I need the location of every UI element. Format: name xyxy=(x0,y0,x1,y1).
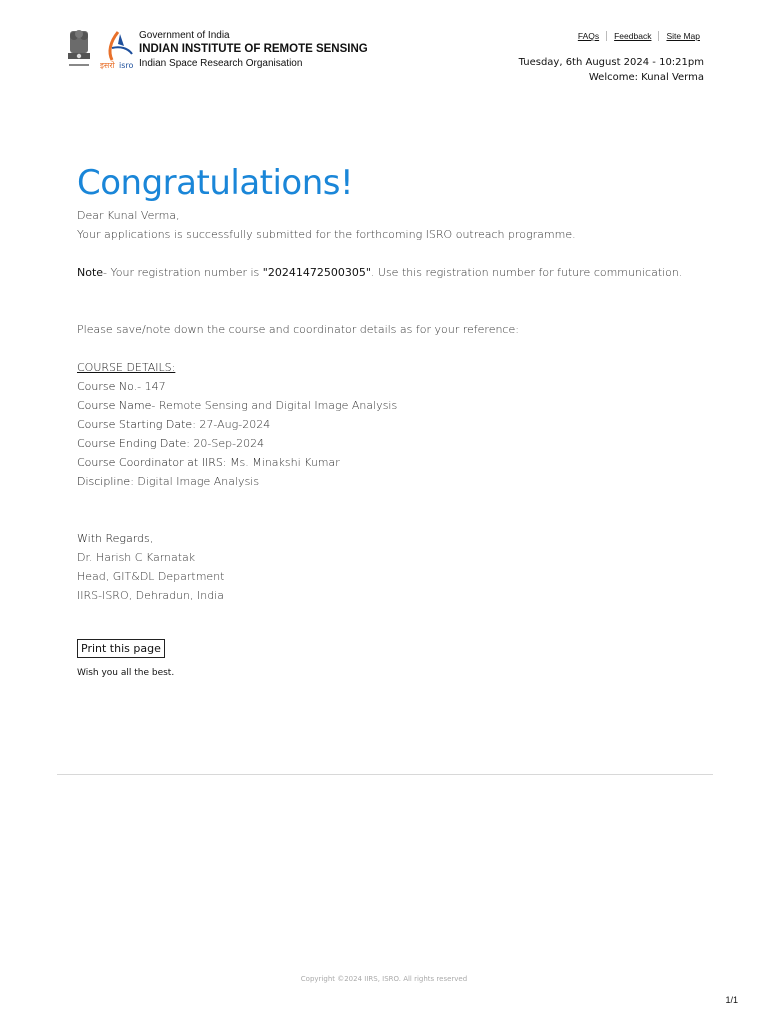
discipline-value: Digital Image Analysis xyxy=(137,475,260,488)
signatory-name: Dr. Harish C Karnatak xyxy=(77,551,196,564)
save-note: Please save/note down the course and coordinator details as for your reference: xyxy=(77,323,519,336)
note-label: Note xyxy=(77,266,104,279)
gov-title: Government of India xyxy=(139,30,230,41)
header-meta xyxy=(519,55,704,85)
signatory-title: Head, GIT&DL Department xyxy=(77,570,225,583)
course-no-label: Course No. xyxy=(77,380,138,393)
header xyxy=(64,28,704,88)
regards-block xyxy=(77,529,717,605)
copyright: Copyright ©2024 IIRS, ISRO. All rights reserved xyxy=(300,975,468,983)
brand xyxy=(139,29,368,70)
discipline-label: Discipline: xyxy=(77,475,134,488)
registration-number: "20241472500305" xyxy=(262,266,371,279)
message: Your applications is successfully submitted for the forthcoming ISRO outreach programme. xyxy=(77,228,576,241)
datetime: Tuesday, 6th August 2024 - 10:21pm xyxy=(518,57,704,68)
course-start-label: Course Starting Date: xyxy=(77,418,196,431)
course-end-value: 20-Sep-2024 xyxy=(193,437,265,450)
page-number: 1/1 xyxy=(725,995,738,1005)
course-coordinator-value: Ms. Minakshi Kumar xyxy=(230,456,340,469)
discipline-row xyxy=(77,472,717,491)
note-text-before: - Your registration number is xyxy=(103,266,263,279)
note-text-after: . Use this registration number for future communication. xyxy=(370,266,683,279)
course-name-label: Course Name xyxy=(77,399,152,412)
regards-label: With Regards xyxy=(77,532,150,545)
page-title: Congratulations! xyxy=(77,163,354,203)
faqs-link[interactable]: FAQs xyxy=(577,31,600,41)
course-name-row xyxy=(77,396,717,415)
regards-label-row xyxy=(77,529,717,548)
course-start-row xyxy=(77,415,717,434)
course-heading: COURSE DETAILS: xyxy=(77,361,176,374)
top-links xyxy=(571,31,700,41)
course-start-value: 27-Aug-2024 xyxy=(199,418,271,431)
regards-comma: , xyxy=(149,532,154,545)
course-end-label: Course Ending Date: xyxy=(77,437,190,450)
welcome-text: Welcome: Kunal Verma xyxy=(588,72,704,83)
divider xyxy=(57,774,713,775)
svg-text:isro: isro xyxy=(119,61,134,70)
state-emblem-icon xyxy=(64,28,94,72)
main-content xyxy=(77,160,717,678)
print-button[interactable]: Print this page xyxy=(77,639,165,658)
svg-text:इसरो: इसरो xyxy=(100,61,115,70)
course-end-row xyxy=(77,434,717,453)
salutation: Dear Kunal Verma, xyxy=(77,209,180,222)
course-details xyxy=(77,358,717,491)
course-name-value: - Remote Sensing and Digital Image Analysis xyxy=(151,399,398,412)
course-no-value: - 147 xyxy=(137,380,166,393)
registration-note xyxy=(77,263,717,282)
course-coordinator-label: Course Coordinator at IIRS: xyxy=(77,456,227,469)
course-no-row xyxy=(77,377,717,396)
isro-logo-icon xyxy=(98,28,138,72)
site-map-link[interactable]: Site Map xyxy=(658,31,700,41)
signatory-org: IIRS-ISRO, Dehradun, India xyxy=(77,589,224,602)
wish-text: Wish you all the best. xyxy=(77,668,175,678)
feedback-link[interactable]: Feedback xyxy=(606,31,658,41)
institute-title: INDIAN INSTITUTE OF REMOTE SENSING xyxy=(139,43,368,55)
course-coordinator-row xyxy=(77,453,717,472)
org-title: Indian Space Research Organisation xyxy=(139,58,303,69)
